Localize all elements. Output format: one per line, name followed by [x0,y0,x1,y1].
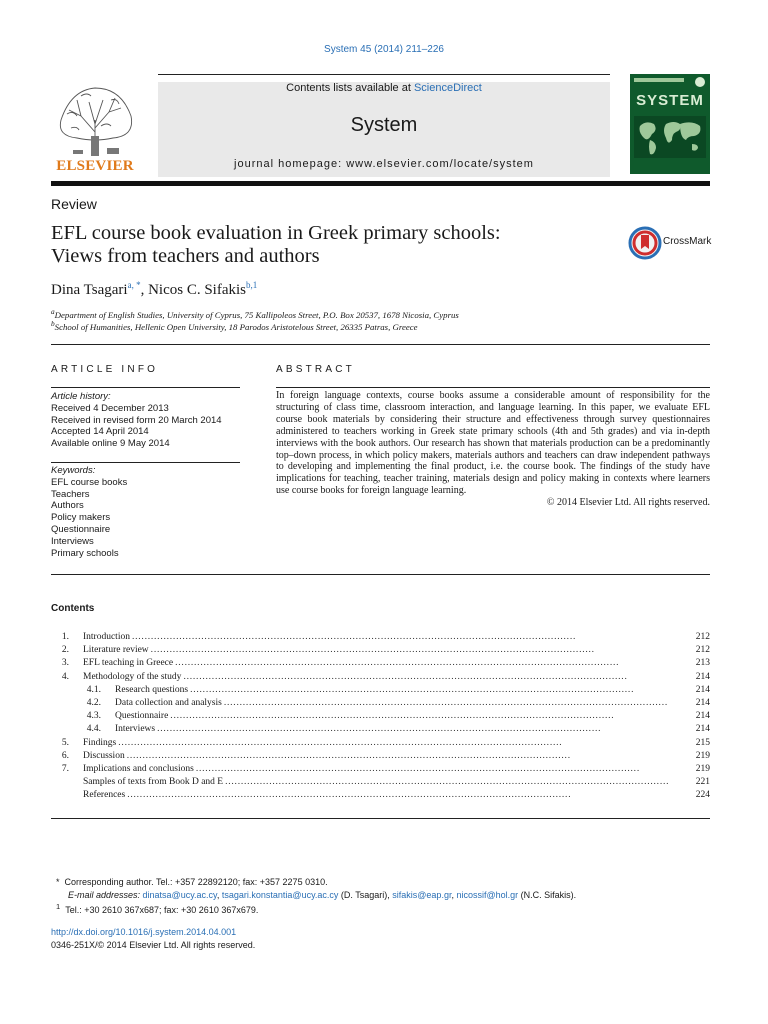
toc-entry[interactable] [51,632,710,645]
toc-leader-dots [127,751,688,761]
toc-entry-label[interactable]: Findings [83,737,117,748]
toc-entry[interactable] [51,751,710,764]
article-info-heading: ARTICLE INFO [51,364,159,375]
toc-entry-label[interactable]: Introduction [83,632,130,642]
world-map-icon [630,74,710,174]
abstract-heading: ABSTRACT [276,364,355,375]
affiliation-a-mark: a [51,307,55,316]
keyword: Primary schools [51,547,119,559]
toc-entry-number: 2. [61,645,69,656]
abstract-text: In foreign language contexts, course books assume a considerable amount of responsibility for the structuring of class time, classroom interaction, and language learning. In this paper, we evaluate EFL course book materials by considering their structure and effectiveness through survey questionnaires administered to teachers working in Greek state primary schools (4th and 5th grades) and via in-depth interviews with the book authors. Our research has shown that materials production can be a predominantly top–down process, in which policy makers, materials authors and teachers can draw independent pathways to developing and implementing the final product, i.e. the course book. The findings of the study have implications for teaching, teacher training, materials design and policy making in contexts where learners use course books for foreign language learning. [276,390,710,497]
toc-entry[interactable] [51,672,710,685]
toc-leader-dots [157,724,688,734]
toc-entry-label[interactable]: Data collection and analysis [115,697,222,708]
keywords-rule [51,462,240,463]
email-label: E-mail addresses: [68,889,143,900]
email-owner: (N.C. Sifakis). [518,889,577,900]
toc-entry-page: 214 [695,711,710,722]
toc-entry-number: 1. [61,632,69,642]
toc-entry-label[interactable]: Research questions [115,684,189,695]
toc-entry-number: 3. [61,658,69,669]
footnote-1-text: Tel.: +30 2610 367x687; fax: +30 2610 367x679. [65,905,259,916]
article-type: Review [51,196,97,212]
toc-leader-dots [225,777,688,787]
issn-copyright: 0346-251X/© 2014 Elsevier Ltd. All rights reserved. [51,939,256,950]
corresponding-mark: * [56,877,60,887]
toc-entry-label[interactable]: EFL teaching in Greece [83,658,174,669]
corresponding-author-note [51,876,576,889]
section-rule [51,574,710,575]
email-link[interactable]: sifakis@eap.gr [392,889,452,900]
section-rule [51,344,710,345]
journal-title: System [350,114,418,136]
toc-leader-dots [224,698,688,708]
keywords-label: Keywords: [51,465,96,476]
affiliation-b [51,319,418,332]
toc-entry-page: 219 [695,750,710,761]
journal-homepage [158,158,610,170]
contents-prefix: Contents lists available at [286,82,414,94]
elsevier-wordmark: ELSEVIER [56,158,134,174]
toc-entry-label[interactable]: Discussion [83,750,125,761]
doi-link[interactable]: http://dx.doi.org/10.1016/j.system.2014.04.001 [51,927,237,937]
email-note [51,889,576,902]
toc-entry-number: 6. [61,750,69,761]
author-1-affiliation-marks[interactable]: a, * [127,280,141,290]
toc-entry-page: 224 [695,790,710,801]
toc-entry-page: 212 [695,645,710,656]
journal-cover-thumbnail[interactable] [630,74,710,174]
banner-top-rule [158,74,610,75]
crossmark-label[interactable]: CrossMark [663,236,712,247]
header-rule [51,181,710,186]
doi-block [51,926,255,951]
homepage-url[interactable]: www.elsevier.com/locate/system [346,158,534,170]
contents-heading: Contents [51,603,95,614]
corresponding-text: Corresponding author. Tel.: +357 22892120; fax: +357 2275 0310. [64,877,328,887]
abstract-body [276,390,710,509]
toc-leader-dots [127,790,688,800]
affiliation-b-mark: b [51,319,55,328]
keyword: EFL course books [51,476,128,488]
toc-leader-dots [151,645,688,655]
keyword: Interviews [51,535,94,547]
toc-entry-label[interactable]: Questionnaire [115,711,169,722]
email-separator: , [451,889,457,900]
toc-leader-dots [175,658,688,668]
keyword: Authors [51,500,84,512]
title-line-1: EFL course book evaluation in Greek primary schools: [51,222,501,244]
affiliation-a [51,307,459,320]
toc-entry[interactable] [51,658,710,671]
toc-entry[interactable] [51,645,710,658]
history-item: Accepted 14 April 2014 [51,426,149,438]
toc-entry[interactable] [51,724,710,737]
toc-entry-number: 4. [61,671,69,682]
toc-entry-page: 214 [695,671,710,682]
toc-leader-dots [170,711,688,721]
abstract-copyright: © 2014 Elsevier Ltd. All rights reserved. [546,497,710,509]
homepage-prefix: journal homepage: [234,158,347,170]
toc-entry-number: 4.1. [86,684,101,695]
toc-entry-page: 214 [695,697,710,708]
article-history [51,391,222,450]
abstract-rule [276,387,710,388]
author-1[interactable]: Dina Tsagari [51,282,128,298]
history-item: Received in revised form 20 March 2014 [51,414,222,426]
toc-entry-number: 7. [61,763,69,774]
footnote-1 [51,901,576,917]
toc-entry-label[interactable]: Methodology of the study [83,671,182,682]
email-link[interactable]: dinatsa@ucy.ac.cy [142,889,217,900]
toc-entry[interactable] [51,764,710,777]
toc-leader-dots [132,632,688,642]
table-of-contents [51,632,710,803]
author-2-affiliation-marks[interactable]: b,1 [246,280,258,290]
toc-leader-dots [196,764,688,774]
toc-entry-page: 219 [695,763,710,774]
affiliation-b-text: School of Humanities, Hellenic Open University, 18 Parodos Aristotelous Street, 26335 Patras, Greece [54,321,418,332]
history-label: Article history: [51,391,111,402]
email-separator: , [216,889,222,900]
toc-entry-page: 215 [695,737,710,748]
toc-entry-page: 212 [695,632,710,642]
section-rule [51,818,710,819]
toc-leader-dots [190,685,688,695]
author-2[interactable]: Nicos C. Sifakis [148,282,246,298]
toc-entry-label[interactable]: Implications and conclusions [83,763,194,774]
toc-entry[interactable] [51,738,710,751]
footnote-1-mark: 1 [56,902,61,912]
toc-leader-dots [118,738,688,748]
toc-entry[interactable] [51,711,710,724]
title-line-2: Views from teachers and authors [51,245,320,267]
toc-entry-number: 4.4. [86,724,101,735]
keyword: Policy makers [51,512,111,524]
toc-entry-number: 5. [61,737,69,748]
toc-leader-dots [183,672,688,682]
toc-entry[interactable] [51,698,710,711]
email-link[interactable]: nicossif@hol.gr [456,889,519,900]
email-owner: (D. Tsagari), [338,889,393,900]
journal-citation[interactable]: System 45 (2014) 211–226 [324,44,444,55]
toc-entry-label[interactable]: References [83,790,126,801]
toc-entry-page: 221 [695,777,710,788]
toc-entry[interactable] [51,790,710,803]
toc-entry-page: 213 [695,658,710,669]
keyword: Questionnaire [51,523,111,535]
article-info-rule [51,387,240,388]
toc-entry-label[interactable]: Literature review [83,645,149,656]
toc-entry-number: 4.2. [86,697,101,708]
toc-entry-number: 4.3. [86,711,101,722]
keyword: Teachers [51,488,90,500]
author-list [51,280,257,299]
keywords-list [51,465,127,559]
footnotes [51,876,576,917]
toc-entry[interactable] [51,685,710,698]
cover-title: SYSTEM [636,92,704,109]
toc-entry-label[interactable]: Samples of texts from Book D and E [83,777,224,788]
email-link[interactable]: tsagari.konstantia@ucy.ac.cy [221,889,339,900]
history-item: Available online 9 May 2014 [51,438,170,450]
toc-entry-page: 214 [695,724,710,735]
toc-entry[interactable] [51,777,710,790]
toc-entry-label[interactable]: Interviews [115,724,156,735]
contents-availability [158,82,610,94]
article-title [51,222,591,268]
author-separator: , [140,282,149,298]
toc-entry-page: 214 [695,684,710,695]
history-item: Received 4 December 2013 [51,402,169,414]
sciencedirect-link[interactable]: ScienceDirect [413,82,482,94]
affiliation-a-text: Department of English Studies, University of Cyprus, 75 Kallipoleos Street, P.O. Box 20537, 1678 Nicosia, Cyprus [54,309,459,320]
